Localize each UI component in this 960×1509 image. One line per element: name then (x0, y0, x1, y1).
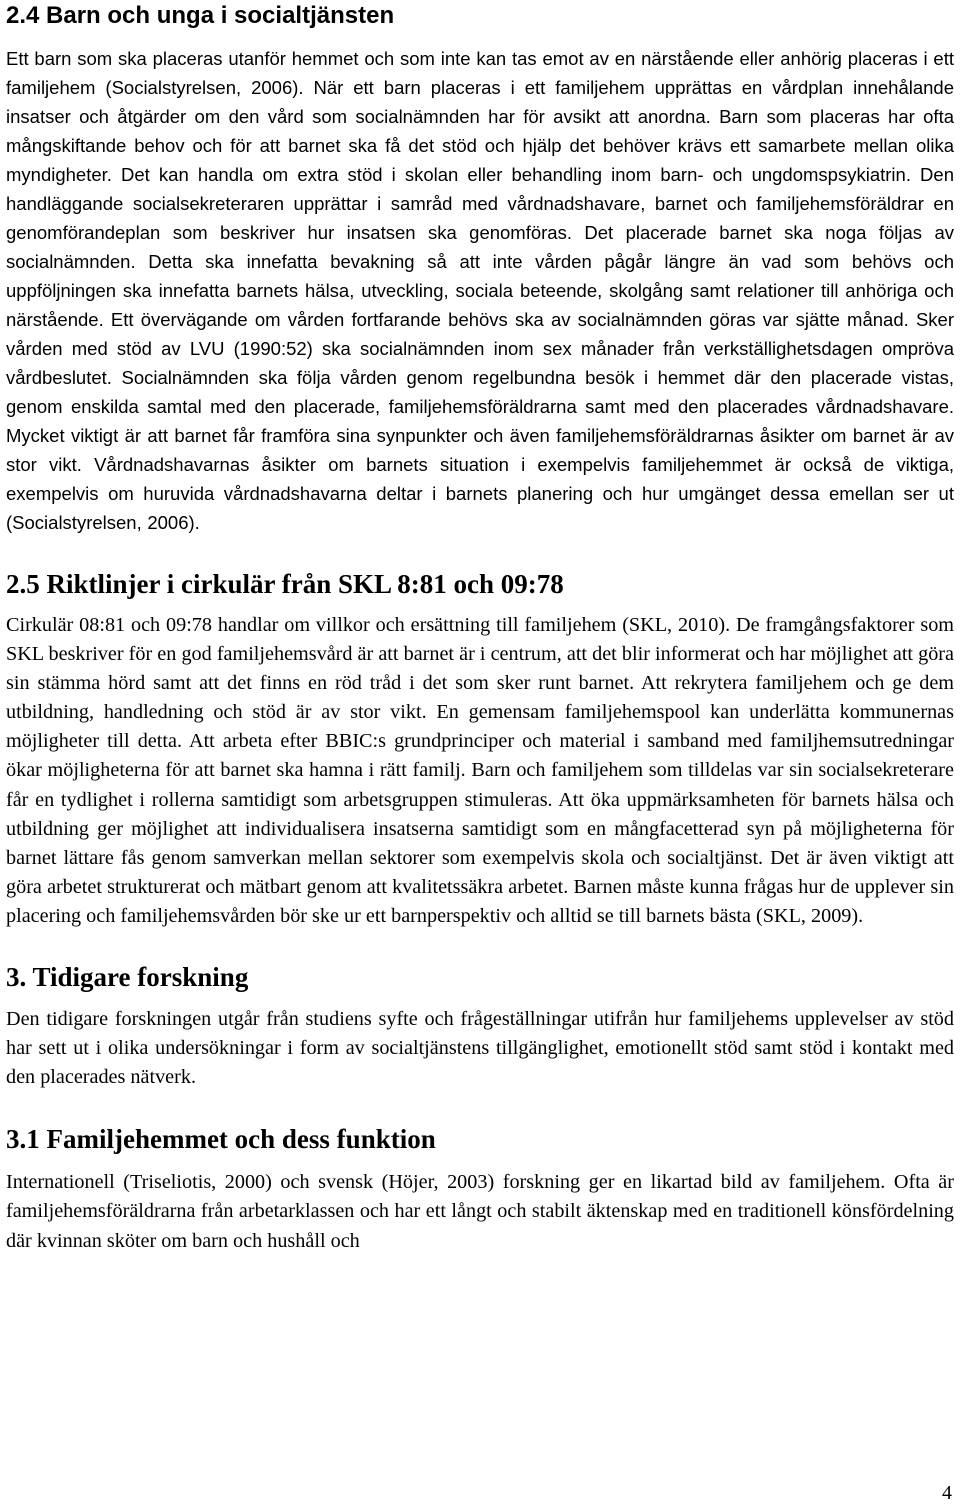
section-3-1-paragraph: Internationell (Triseliotis, 2000) och svensk (Höjer, 2003) forskning ger en likartad bild av familjehem. Ofta är familjehemsföräldrarna från arbetarklassen och har ett långt och stabilt äktenskap med en traditionell könsfördelning där kvinnan sköter om barn och hushåll och (6, 1171, 954, 1252)
section-heading-3-1: 3.1 Familjehemmet och dess funktion (6, 1124, 436, 1155)
page-number: 4 (942, 1482, 952, 1504)
document-page (6, 0, 954, 1256)
section-2-4-paragraph: Ett barn som ska placeras utanför hemmet och som inte kan tas emot av en närstående eller anhörig placeras i ett familjehem (Socialstyrelsen, 2006). När ett barn placeras i ett familjehem upprättas en vårdplan innehålande insatser och åtgärder om den vård som socialnämnden har för avsikt att anordna. Barn som placeras har ofta mångskiftande behov och för att barnet ska få det stöd och hjälp det behöver krävs ett samarbete mellan olika myndigheter. Det kan handla om extra stöd i skolan eller behandling inom barn- och ungdomspsykiatrin. Den handläggande socialsekreteraren upprättar i samråd med vårdnadshavare, barnet och familjehemsföräldrar en genomförandeplan som beskriver hur insatsen ska genomföras. Det placerade barnet ska noga följas av socialnämnden. Detta ska innefatta bevakning så att inte vården pågår längre än vad som behövs och uppföljningen ska innefatta barnets hälsa, utveckling, sociala beteende, skolgång samt relationer till anhöriga och närstående. Ett övervägande om vården fortfarande behövs ska av socialnämnden göras var sjätte månad. Sker vården med stöd av LVU (1990:52) ska socialnämnden inom sex månader från verkställighetsdagen ompröva vårdbeslutet. Socialnämnden ska följa vården genom regelbundna besök i hemmet där den placerade vistas, genom enskilda samtal med den placerade, familjehemsföräldrarna samt med den placerades vårdnadshavare. Mycket viktigt är att barnet får framföra sina synpunkter och även familjehemsföräldrarnas åsikter om barnet är av stor vikt. Vårdnadshavarnas åsikter om barnets situation i exempelvis familjehemmet är också de viktiga, exempelvis om huruvida vårdnadshavarna deltar i barnets planering och hur umgänget dessa emellan ser ut (Socialstyrelsen, 2006). (6, 48, 954, 533)
section-3-paragraph: Den tidigare forskningen utgår från studiens syfte och frågeställningar utifrån hur familjehems upplevelser av stöd har sett ut i olika undersökningar i form av socialtjänstens tillgänglighet, emotionellt stöd samt stöd i kontakt med den placerades nätverk. (6, 1008, 954, 1089)
section-2-5-paragraph: Cirkulär 08:81 och 09:78 handlar om villkor och ersättning till familjehem (SKL, 2010). De framgångsfaktorer som SKL beskriver för en god familjehemsvård är att barnet är i centrum, att det blir informerat och har möjlighet att göra sin stämma hörd samt att det finns en röd tråd i det som sker runt barnet. Att rekrytera familjehem och ge dem utbildning, handledning och stöd är av stor vikt. En gemensam familjehemspool kan underlätta kommunernas möjligheter till detta. Att arbeta efter BBIC:s grundprinciper och material i samband med familjhemsutredningar ökar möjligheterna för att barnet ska hamna i rätt familj. Barn och familjehem som tilldelas var sin socialsekreterare får en tydlighet i rollerna samtidigt som arbetsgruppen stimuleras. Att öka uppmärksamheten för barnets hälsa och utbildning ger möjlighet att individualisera insatserna samtidigt som en mångfacetterad syn på möjligheterna för barnet lättare fås genom samverkan mellan sektorer som exempelvis skola och socialtjänst. Det är även viktigt att göra arbetet strukturerat och mätbart genom att kvalitetssäkra arbetet. Barnen måste kunna frågas hur de upplever sin placering och familjehemsvården bör ske ur ett barnperspektiv och alltid se till barnets bästa (SKL, 2009). (6, 614, 954, 927)
section-heading-3: 3. Tidigare forskning (6, 962, 249, 993)
section-heading-2-5: 2.5 Riktlinjer i cirkulär från SKL 8:81 och 09:78 (6, 569, 564, 599)
section-heading-2-4: 2.4 Barn och unga i socialtjänsten (6, 2, 395, 29)
